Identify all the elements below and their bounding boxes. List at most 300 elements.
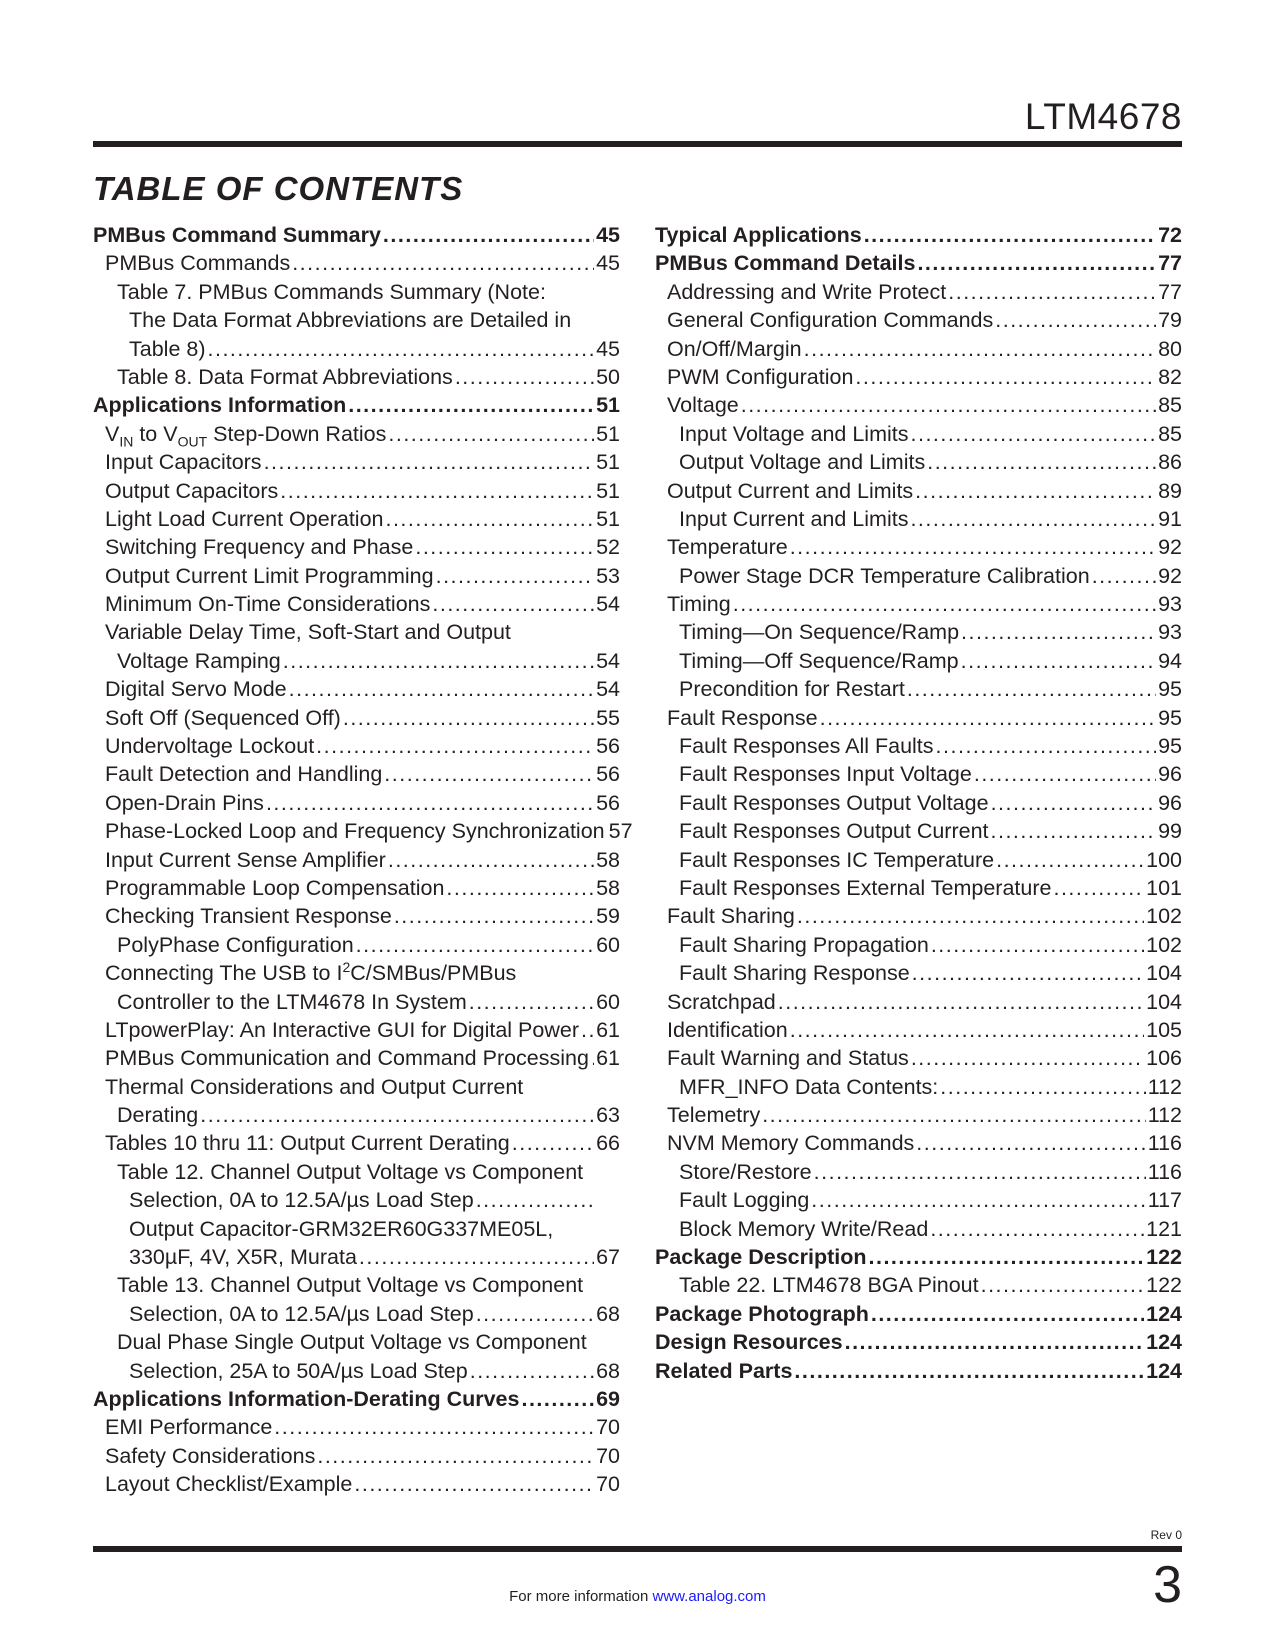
toc-entry[interactable] xyxy=(655,1186,1182,1214)
dot-leader xyxy=(931,931,1144,959)
dot-leader xyxy=(292,249,594,277)
toc-entry-title: Fault Sharing Propagation xyxy=(679,932,929,957)
toc-entry[interactable] xyxy=(93,278,620,306)
toc-entry-title: Output Capacitors xyxy=(105,478,279,503)
toc-entry-title: Soft Off (Sequenced Off) xyxy=(105,705,341,730)
toc-entry[interactable] xyxy=(93,533,620,561)
toc-entry[interactable] xyxy=(93,1271,620,1299)
dot-leader xyxy=(911,1044,1144,1072)
toc-entry-page: 122 xyxy=(1146,1273,1182,1298)
toc-entry-page: 77 xyxy=(1158,251,1182,276)
toc-entry-title: Applications Information-Derating Curves xyxy=(93,1387,520,1411)
toc-entry-page: 85 xyxy=(1158,393,1182,418)
dot-leader xyxy=(811,1186,1145,1214)
toc-entry-title: Table 13. Channel Output Voltage vs Component xyxy=(117,1273,584,1298)
dot-leader xyxy=(348,391,594,419)
toc-entry-title: Connecting The USB to $I^2C/SMBus$/PMBus xyxy=(105,958,517,986)
toc-entry[interactable] xyxy=(93,817,633,845)
dot-leader xyxy=(470,1357,594,1385)
toc-entry[interactable] xyxy=(93,959,620,987)
dot-leader xyxy=(200,1101,594,1129)
toc-entry-title: Phase-Locked Loop and Frequency Synchronization xyxy=(105,819,605,844)
toc-entry[interactable] xyxy=(93,249,620,277)
dot-leader xyxy=(974,760,1156,788)
toc-entry-page: 92 xyxy=(1158,535,1182,560)
toc-entry-page: 104 xyxy=(1146,989,1182,1014)
toc-entry[interactable] xyxy=(655,249,1182,277)
toc-entry[interactable] xyxy=(655,1130,1182,1158)
dot-leader xyxy=(343,704,594,732)
toc-entry[interactable] xyxy=(655,1271,1182,1299)
dot-leader xyxy=(871,1300,1144,1328)
toc-entry[interactable] xyxy=(93,1300,620,1328)
toc-entry-page: 54 xyxy=(596,592,620,617)
toc-entry-title: Input Capacitors xyxy=(105,450,262,475)
toc-entry-title: Store/Restore xyxy=(679,1159,812,1184)
toc-entry-title: NVM Memory Commands xyxy=(667,1131,915,1156)
toc-entry-page: 55 xyxy=(596,705,620,730)
dot-leader xyxy=(384,760,594,788)
toc-entry-title: Voltage xyxy=(667,393,739,418)
toc-entry[interactable] xyxy=(93,335,620,363)
toc-entry[interactable] xyxy=(655,959,1182,987)
part-number: LTM4678 xyxy=(1024,96,1182,137)
toc-entry-page: 77 xyxy=(1158,279,1182,304)
toc-entry-title: Voltage Ramping xyxy=(117,648,281,673)
dot-leader xyxy=(446,874,594,902)
dot-leader xyxy=(733,590,1156,618)
dot-leader xyxy=(961,618,1156,646)
dot-leader xyxy=(948,278,1156,306)
toc-entry[interactable] xyxy=(655,1215,1182,1243)
toc-entry-title: PMBus Communication and Command Processing xyxy=(105,1046,589,1071)
toc-entry[interactable] xyxy=(655,221,1182,249)
toc-entry-title: EMI Performance xyxy=(105,1415,273,1440)
toc-entry[interactable] xyxy=(655,874,1182,902)
toc-entry-title: Layout Checklist/Example xyxy=(105,1472,353,1497)
dot-leader xyxy=(995,306,1156,334)
dot-leader xyxy=(385,505,594,533)
toc-entry-title: PMBus Commands xyxy=(105,251,291,276)
toc-entry-page: 95 xyxy=(1158,705,1182,730)
toc-entry-title: Table 8. Data Format Abbreviations xyxy=(117,364,453,389)
toc-entry[interactable] xyxy=(655,306,1182,334)
dot-leader xyxy=(1053,874,1144,902)
dot-leader xyxy=(280,477,594,505)
toc-entry-page: 124 xyxy=(1146,1358,1182,1383)
toc-entry[interactable] xyxy=(655,1243,1182,1271)
toc-entry-page: 102 xyxy=(1146,932,1182,957)
toc-entry[interactable] xyxy=(655,1300,1182,1328)
toc-entry-title: Timing xyxy=(667,592,731,617)
website-link[interactable]: www.analog.com xyxy=(652,1588,766,1605)
toc-entry-page: 85 xyxy=(1158,421,1182,446)
toc-entry[interactable] xyxy=(655,1357,1182,1385)
dot-leader xyxy=(476,1300,594,1328)
toc-entry-title: Fault Logging xyxy=(679,1188,810,1213)
toc-entry-title: Applications Information xyxy=(93,393,347,418)
toc-entry-page: 89 xyxy=(1158,478,1182,503)
dot-leader xyxy=(762,1101,1146,1129)
toc-entry-title: Safety Considerations xyxy=(105,1443,316,1468)
footer-rule xyxy=(93,1546,1182,1552)
toc-entry[interactable] xyxy=(93,1328,620,1356)
toc-entry[interactable] xyxy=(93,391,620,419)
toc-entry-page: 122 xyxy=(1146,1245,1182,1270)
toc-entry-page: 45 xyxy=(596,251,620,276)
toc-entry[interactable] xyxy=(93,590,620,618)
page-title: TABLE OF CONTENTS xyxy=(93,170,464,207)
toc-entry[interactable] xyxy=(93,704,620,732)
dot-leader xyxy=(455,363,594,391)
toc-entry-page: 45 xyxy=(596,222,620,247)
toc-entry[interactable] xyxy=(93,789,620,817)
toc-entry[interactable] xyxy=(655,618,1182,646)
toc-entry[interactable] xyxy=(655,789,1182,817)
toc-entry-page: 116 xyxy=(1147,1159,1182,1184)
toc-entry[interactable] xyxy=(93,874,620,902)
dot-leader xyxy=(981,1271,1145,1299)
toc-entry[interactable] xyxy=(655,1044,1182,1072)
dot-leader xyxy=(778,988,1144,1016)
toc-entry[interactable] xyxy=(93,1442,620,1470)
toc-entry[interactable] xyxy=(655,704,1182,732)
dot-leader xyxy=(910,505,1156,533)
toc-entry[interactable] xyxy=(93,1243,620,1271)
toc-right-column xyxy=(655,221,1182,1385)
revision-label: Rev 0 xyxy=(1150,1528,1182,1542)
toc-entry[interactable] xyxy=(655,363,1182,391)
toc-entry-title: Open-Drain Pins xyxy=(105,790,264,815)
toc-entry-page: 56 xyxy=(596,790,620,815)
toc-entry-page: 124 xyxy=(1146,1330,1182,1355)
toc-entry-title: Thermal Considerations and Output Current xyxy=(105,1074,524,1099)
toc-entry-page: 95 xyxy=(1158,734,1182,759)
toc-entry-title: Fault Responses All Faults xyxy=(679,734,934,759)
toc-entry[interactable] xyxy=(655,760,1182,788)
toc-entry-page: 93 xyxy=(1158,592,1182,617)
toc-entry-page: 67 xyxy=(596,1245,620,1270)
toc-entry-page: 54 xyxy=(596,648,620,673)
toc-entry-title: Temperature xyxy=(667,535,788,560)
toc-entry-title: Light Load Current Operation xyxy=(105,506,384,531)
toc-entry[interactable] xyxy=(655,448,1182,476)
toc-entry-page: 68 xyxy=(596,1358,620,1383)
toc-entry-title: Timing—On Sequence/Ramp xyxy=(679,620,960,645)
toc-entry-page: 59 xyxy=(596,904,620,929)
toc-entry[interactable] xyxy=(655,420,1182,448)
toc-entry[interactable] xyxy=(93,1073,620,1101)
toc-entry[interactable] xyxy=(93,477,620,505)
toc-entry-page: 96 xyxy=(1158,790,1182,815)
dot-leader xyxy=(436,562,594,590)
dot-leader xyxy=(869,1243,1145,1271)
toc-entry-title: Dual Phase Single Output Voltage vs Component xyxy=(117,1330,587,1355)
toc-entry[interactable] xyxy=(93,1357,620,1385)
toc-entry-title: Addressing and Write Protect xyxy=(667,279,947,304)
toc-entry[interactable] xyxy=(655,1016,1182,1044)
toc-entry[interactable] xyxy=(655,391,1182,419)
toc-entry-title: Table 12. Channel Output Voltage vs Component xyxy=(117,1159,584,1184)
toc-entry[interactable] xyxy=(93,760,620,788)
toc-entry-page: 105 xyxy=(1146,1017,1182,1042)
dot-leader xyxy=(804,335,1156,363)
toc-entry-page: 51 xyxy=(596,478,620,503)
toc-entry-title: Power Stage DCR Temperature Calibration xyxy=(679,563,1090,588)
toc-entry[interactable] xyxy=(655,902,1182,930)
dot-leader xyxy=(917,249,1156,277)
toc-entry[interactable] xyxy=(93,1385,620,1413)
toc-entry-title: Selection, 25A to 50A/µs Load Step xyxy=(129,1358,468,1383)
toc-entry-title: Table 8) xyxy=(129,336,206,361)
toc-entry-title: Timing—Off Sequence/Ramp xyxy=(679,648,959,673)
toc-entry[interactable] xyxy=(93,1215,620,1243)
dot-leader xyxy=(317,1442,594,1470)
toc-entry-title: Package Photograph xyxy=(655,1301,869,1326)
dot-leader xyxy=(208,335,595,363)
toc-entry[interactable] xyxy=(93,221,620,249)
toc-entry-title: Tables 10 thru 11: Output Current Derating xyxy=(105,1131,510,1156)
toc-entry-title: Identification xyxy=(667,1017,788,1042)
toc-entry[interactable] xyxy=(655,278,1182,306)
toc-entry-page: 51 xyxy=(596,450,620,475)
dot-leader xyxy=(940,1073,1145,1101)
toc-entry-page: 58 xyxy=(596,847,620,872)
toc-entry-title: Output Current Limit Programming xyxy=(105,563,434,588)
toc-entry-page: 57 xyxy=(608,819,633,844)
toc-entry-title: Typical Applications xyxy=(655,222,862,247)
dot-leader xyxy=(930,1215,1144,1243)
toc-entry-title: Telemetry xyxy=(667,1103,761,1128)
footer-more-info-text: For more information xyxy=(509,1588,649,1605)
dot-leader xyxy=(283,647,594,675)
dot-leader xyxy=(415,533,594,561)
toc-entry-page: 96 xyxy=(1158,762,1182,787)
dot-leader xyxy=(591,1044,594,1072)
dot-leader xyxy=(911,420,1157,448)
dot-leader xyxy=(912,959,1144,987)
toc-entry[interactable] xyxy=(93,618,620,646)
footer-more-info xyxy=(0,1588,1275,1605)
toc-entry-page: 102 xyxy=(1146,904,1182,929)
toc-entry-title: Related Parts xyxy=(655,1358,793,1383)
toc-entry-title: Programmable Loop Compensation xyxy=(105,875,445,900)
toc-entry[interactable] xyxy=(93,1158,620,1186)
toc-entry-page: 94 xyxy=(1158,648,1182,673)
toc-entry[interactable] xyxy=(655,1073,1182,1101)
toc-entry-title: Scratchpad xyxy=(667,989,776,1014)
toc-entry-page: 124 xyxy=(1146,1301,1182,1326)
dot-leader xyxy=(996,846,1144,874)
toc-entry-title: On/Off/Margin xyxy=(667,336,802,361)
dot-leader xyxy=(797,902,1144,930)
toc-entry-title: Precondition for Restart xyxy=(679,677,905,702)
toc-entry-title: Input Current and Limits xyxy=(679,506,909,531)
toc-entry-title: Variable Delay Time, Soft-Start and Output xyxy=(105,620,511,645)
dot-leader xyxy=(581,1016,594,1044)
toc-entry-page: 53 xyxy=(596,563,620,588)
toc-entry-title: Fault Responses Output Current xyxy=(679,819,989,844)
toc-entry[interactable] xyxy=(93,675,620,703)
toc-entry-title: Checking Transient Response xyxy=(105,904,392,929)
toc-entry-title: PolyPhase Configuration xyxy=(117,932,354,957)
toc-entry[interactable] xyxy=(93,732,620,760)
toc-entry-page: 61 xyxy=(596,1017,620,1042)
dot-leader xyxy=(915,477,1156,505)
dot-leader xyxy=(432,590,594,618)
toc-entry[interactable] xyxy=(655,505,1182,533)
toc-entry[interactable] xyxy=(93,1130,620,1158)
toc-entry[interactable] xyxy=(93,1044,620,1072)
toc-entry-page: 51 xyxy=(596,393,620,418)
toc-entry[interactable] xyxy=(93,1186,620,1214)
toc-entry-page: 70 xyxy=(596,1415,620,1440)
toc-entry[interactable] xyxy=(93,902,620,930)
toc-entry-title: Fault Warning and Status xyxy=(667,1046,909,1071)
toc-entry-page: 61 xyxy=(596,1046,620,1071)
toc-left-column xyxy=(93,221,633,1499)
toc-entry-page: 52 xyxy=(596,535,620,560)
toc-entry-title: The Data Format Abbreviations are Detailed in xyxy=(129,308,572,333)
toc-entry-page: 60 xyxy=(596,932,620,957)
toc-entry[interactable] xyxy=(655,1101,1182,1129)
dot-leader xyxy=(927,448,1156,476)
dot-leader xyxy=(814,1158,1146,1186)
toc-entry[interactable] xyxy=(93,562,620,590)
toc-entry[interactable] xyxy=(655,533,1182,561)
toc-entry[interactable] xyxy=(93,1413,620,1441)
toc-entry-page: 72 xyxy=(1158,222,1182,247)
dot-leader xyxy=(394,902,594,930)
toc-entry-title: Output Capacitor-GRM32ER60G337ME05L, xyxy=(129,1216,554,1241)
dot-leader xyxy=(359,1243,594,1271)
toc-entry[interactable] xyxy=(93,1101,620,1129)
toc-entry-title: Input Current Sense Amplifier xyxy=(105,847,386,872)
toc-entry[interactable] xyxy=(93,420,620,448)
toc-entry[interactable] xyxy=(655,562,1182,590)
toc-entry[interactable] xyxy=(93,647,620,675)
toc-entry-title: Table 22. LTM4678 BGA Pinout xyxy=(679,1273,979,1298)
dot-leader xyxy=(316,732,594,760)
toc-entry-title: Fault Sharing xyxy=(667,904,795,929)
toc-entry-page: 121 xyxy=(1146,1216,1182,1241)
toc-entry-page: 60 xyxy=(596,989,620,1014)
toc-entry-title: Fault Sharing Response xyxy=(679,961,910,986)
toc-entry[interactable] xyxy=(655,675,1182,703)
toc-entry-page: 106 xyxy=(1146,1046,1182,1071)
toc-entry-title: Fault Responses IC Temperature xyxy=(679,847,995,872)
toc-entry-title: LTpowerPlay: An Interactive GUI for Digital Power xyxy=(105,1017,579,1042)
toc-entry[interactable] xyxy=(655,1158,1182,1186)
toc-entry-page: 45 xyxy=(596,336,620,361)
dot-leader xyxy=(991,789,1157,817)
dot-leader xyxy=(936,732,1157,760)
toc-entry-title: Selection, 0A to 12.5A/µs Load Step xyxy=(129,1188,474,1213)
dot-leader xyxy=(794,1357,1144,1385)
toc-entry-page: 66 xyxy=(596,1131,620,1156)
toc-entry[interactable] xyxy=(655,335,1182,363)
toc-entry[interactable] xyxy=(655,988,1182,1016)
toc-entry[interactable] xyxy=(93,1470,620,1498)
toc-entry-title: Fault Detection and Handling xyxy=(105,762,383,787)
toc-entry-page: 69 xyxy=(596,1387,620,1411)
toc-entry-page: 51 xyxy=(596,506,620,531)
toc-entry-page: 101 xyxy=(1146,875,1182,900)
toc-entry-title: Derating xyxy=(117,1103,199,1128)
toc-entry[interactable] xyxy=(93,306,620,334)
dot-leader xyxy=(289,675,594,703)
toc-entry-title: Output Current and Limits xyxy=(667,478,914,503)
toc-entry[interactable] xyxy=(93,363,620,391)
toc-entry-page: 56 xyxy=(596,762,620,787)
dot-leader xyxy=(521,1385,594,1413)
toc-entry[interactable] xyxy=(655,931,1182,959)
toc-entry-page: 99 xyxy=(1158,819,1182,844)
toc-entry[interactable] xyxy=(655,647,1182,675)
toc-entry[interactable] xyxy=(655,477,1182,505)
toc-entry-title: PMBus Command Details xyxy=(655,251,916,276)
toc-entry-title: MFR_INFO Data Contents: xyxy=(679,1074,939,1099)
dot-leader xyxy=(512,1130,594,1158)
toc-entry-page: 58 xyxy=(596,875,620,900)
toc-entry-page: 80 xyxy=(1158,336,1182,361)
toc-entry-page: 82 xyxy=(1158,364,1182,389)
toc-entry-page: 86 xyxy=(1158,450,1182,475)
toc-entry-title: Output Voltage and Limits xyxy=(679,450,926,475)
toc-entry-title: Selection, 0A to 12.5A/µs Load Step xyxy=(129,1301,474,1326)
toc-entry[interactable] xyxy=(655,846,1182,874)
toc-entry[interactable] xyxy=(655,817,1182,845)
toc-entry[interactable] xyxy=(93,448,620,476)
header-rule xyxy=(93,141,1182,147)
toc-entry-page: 56 xyxy=(596,734,620,759)
toc-entry-title: Controller to the LTM4678 In System xyxy=(117,989,467,1014)
toc-entry[interactable] xyxy=(655,1328,1182,1356)
toc-entry[interactable] xyxy=(93,1016,620,1044)
dot-leader xyxy=(961,647,1156,675)
dot-leader xyxy=(356,931,594,959)
dot-leader xyxy=(907,675,1156,703)
dot-leader xyxy=(855,363,1156,391)
toc-entry-page: 112 xyxy=(1147,1074,1182,1099)
toc-entry-title: Minimum On-Time Considerations xyxy=(105,592,431,617)
toc-entry-title: PMBus Command Summary xyxy=(93,222,381,247)
toc-entry-page: 92 xyxy=(1158,563,1182,588)
dot-leader xyxy=(266,789,594,817)
dot-leader xyxy=(845,1328,1145,1356)
toc-entry[interactable] xyxy=(93,988,620,1016)
toc-entry-title: Block Memory Write/Read xyxy=(679,1216,929,1241)
dot-leader xyxy=(469,988,594,1016)
toc-entry[interactable] xyxy=(655,732,1182,760)
toc-entry-title: Fault Responses Input Voltage xyxy=(679,762,972,787)
toc-entry[interactable] xyxy=(93,846,620,874)
toc-entry[interactable] xyxy=(93,505,620,533)
toc-entry-title: 330µF, 4V, X5R, Murata xyxy=(129,1245,357,1270)
dot-leader xyxy=(916,1130,1145,1158)
toc-entry-page: 91 xyxy=(1158,506,1182,531)
toc-entry-page: 63 xyxy=(596,1103,620,1128)
toc-entry-title: Undervoltage Lockout xyxy=(105,734,315,759)
toc-entry-title: Input Voltage and Limits xyxy=(679,421,909,446)
page-number: 3 xyxy=(1153,1556,1182,1614)
dot-leader xyxy=(741,391,1156,419)
toc-entry[interactable] xyxy=(93,931,620,959)
toc-entry[interactable] xyxy=(655,590,1182,618)
toc-entry-page: 116 xyxy=(1147,1131,1182,1156)
toc-entry-title: Design Resources xyxy=(655,1330,843,1355)
toc-entry-title: Table 7. PMBus Commands Summary (Note: xyxy=(117,279,546,304)
